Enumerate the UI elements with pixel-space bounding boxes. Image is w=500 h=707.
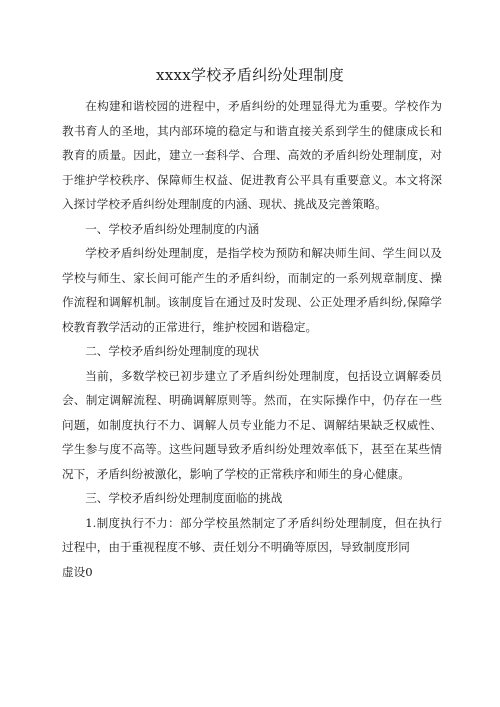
section-1-paragraph: 学校矛盾纠纷处理制度，是指学校为预防和解决师生间、学生间以及学校与师生、家长间可能产生的矛盾纠纷，而制定的一系列规章制度、操作流程和调解机制。该制度旨在通过及时发现、公正处理矛盾纠纷,保障学校教育教学活动的正常进行，维护校园和谐稳定。 — [62, 246, 442, 334]
document-body — [62, 94, 442, 584]
intro-paragraph: 在构建和谐校园的进程中，矛盾纠纷的处理显得尤为重要。学校作为教书育人的圣地，其内部环境的稳定与和谐直接关系到学生的健康成长和教育的质量。因此，建立一套科学、合理、高效的矛盾纠纷处理制度，对于维护学校秩序、保障师生权益、促进教育公平具有重要意义。本文将深入探讨学校矛盾纠纷处理制度的内涵、现状、挑战及完善策略。 — [62, 99, 442, 211]
section-2-paragraph: 当前，多数学校已初步建立了矛盾纠纷处理制度，包括设立调解委员会、制定调解流程、明确调解原则等。然而，在实际操作中，仍存在一些问题，如制度执行不力、调解人员专业能力不足、调解结果缺乏权威性、学生参与度不高等。这些问题导致矛盾纠纷处理效率低下，甚至在某些情况下，矛盾纠纷被激化，影响了学校的正常秩序和师生的身心健康。 — [62, 368, 442, 481]
section-2-heading: 二、学校矛盾纠纷处理制度的现状 — [85, 344, 260, 358]
section-3-item-1-tail: 虚设0 — [62, 564, 93, 579]
section-3-item-1: 1.制度执行不力：部分学校虽然制定了矛盾纠纷处理制度，但在执行过程中，由于重视程度不够、责任划分不明确等原因，导致制度形同 — [62, 515, 442, 554]
section-1-heading: 一、学校矛盾纠纷处理制度的内涵 — [85, 221, 260, 236]
document-title: xxxx学校矛盾纠纷处理制度 — [155, 66, 345, 84]
section-3-heading: 三、学校矛盾纠纷处理制度面临的挑战 — [85, 491, 283, 505]
